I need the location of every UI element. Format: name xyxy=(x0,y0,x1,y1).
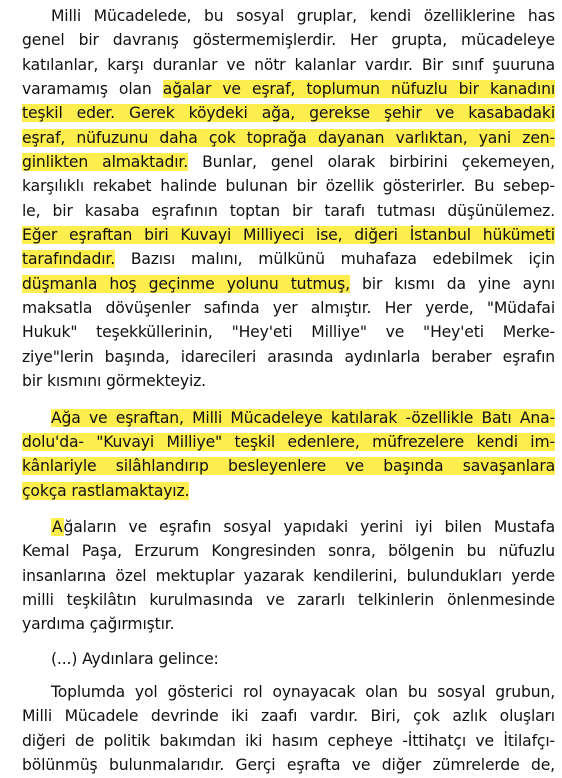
text-line xyxy=(22,173,555,199)
highlighted-text: düşmanla hoş geçinme yolunu tutmuş, xyxy=(22,274,350,293)
text-segment: maksatla dövüşenler safında yer almıştır. Her yerde, "Müdafai xyxy=(22,299,555,318)
text-line xyxy=(22,271,555,297)
text-line xyxy=(51,514,555,540)
text-segment: Kemal Paşa, Erzurum Kongresinden sonra, bölgenin bu nüfuzlu xyxy=(22,542,555,561)
text-line xyxy=(22,344,555,370)
text-segment: Bunlar, genel olarak birbirini çekemeyen, xyxy=(188,153,555,172)
text-line xyxy=(22,752,555,778)
text-line xyxy=(22,728,555,754)
highlighted-text: Eğer eşraftan biri Kuvayi Milliyeci ise, diğeri İstanbul hükümeti xyxy=(22,226,555,245)
text-line xyxy=(22,319,555,345)
text-line xyxy=(22,76,555,102)
text-line xyxy=(22,703,555,729)
text-line xyxy=(22,368,555,394)
text-line xyxy=(51,646,555,672)
highlighted-text: kânlariyle silâhlandırıp besleyenlere ve başında savaşanlara xyxy=(22,457,555,476)
text-line xyxy=(22,478,555,504)
highlighted-text: ağalar ve eşraf, toplumun nüfuzlu bir kanadını xyxy=(162,80,555,99)
text-segment: bölünmüş bulunmalarıdır. Gerçi eşrafta ve diğer zümrelerde de, xyxy=(22,756,555,774)
text-segment: Bazısı malını, mülkünü muhafaza edebilmek için xyxy=(115,250,555,269)
highlighted-text: Ağa ve eşraftan, Milli Mücadeleye katılarak -özellikle Batı Ana- xyxy=(51,408,555,427)
text-segment: bir kısmı da yine aynı xyxy=(349,274,555,293)
text-line xyxy=(51,405,555,431)
text-line xyxy=(22,198,555,224)
text-line xyxy=(22,52,555,78)
highlighted-text: A xyxy=(52,517,63,536)
text-segment: Toplumda yol gösterici rol oynayacak olan bu sosyal grubun, xyxy=(51,682,555,701)
text-segment: milli teşkilâtın kurulmasında ve zararlı telkinlerin önlenmesinde xyxy=(22,590,555,609)
text-segment: insanlarına özel mektuplar yazarak kendilerini, bulundukları yerde xyxy=(22,566,555,585)
text-segment: le, bir kasaba eşrafının toptan bir tarafı tutması düşünülemez. xyxy=(22,201,555,220)
highlighted-text: çokça rastlamaktayız. xyxy=(22,481,190,500)
highlighted-text: teşkil eder. Gerek köydeki ağa, gerekse şehir ve kasabadaki xyxy=(22,104,555,123)
text-segment: ğaların ve eşrafın sosyal yapıdaki yerini iyi bilen Mustafa xyxy=(63,517,555,536)
text-line xyxy=(22,100,555,126)
text-line xyxy=(22,538,555,564)
text-segment: karşılıklı rekabet halinde bulunan bir özellik gösterirler. Bu sebep- xyxy=(22,177,555,196)
text-segment: Hukuk" teşekküllerinin, "Hey'eti Milliye" ve "Hey'eti Merke- xyxy=(22,323,555,342)
text-segment: katılanlar, karşı duranlar ve nötr kalanlar vardır. Bir sınıf şuuruna xyxy=(22,55,555,74)
text-segment: Milli Mücadele devrinde iki zaafı vardır. Biri, çok azlık oluşları xyxy=(22,707,555,726)
text-segment: yardıma çağırmıştır. xyxy=(22,615,175,634)
highlighted-text: dolu'da- "Kuvayi Milliye" teşkil edenlere, müfrezelere kendi im- xyxy=(22,432,555,451)
text-segment: varamamış olan xyxy=(22,80,163,99)
highlighted-text: eşraf, nüfuzunu daha çok toprağa dayanan varlıktan, yani zen- xyxy=(22,128,555,147)
text-line xyxy=(22,563,555,589)
text-segment: diğeri de politik bakımdan iki hasım cepheye -İttihatçı ve İtilafçı- xyxy=(22,731,555,750)
text-segment: (...) Aydınlara gelince: xyxy=(51,649,219,668)
text-line xyxy=(22,246,555,272)
text-segment: ziye"lerin başında, idarecileri arasında aydınlarla beraber eşrafın xyxy=(22,347,555,366)
text-line xyxy=(22,295,555,321)
highlighted-text: tarafındadır. xyxy=(22,250,116,269)
text-line xyxy=(22,222,555,248)
text-segment: Milli Mücadelede, bu sosyal gruplar, kendi özelliklerine has xyxy=(51,7,555,25)
text-line xyxy=(22,149,555,175)
text-line xyxy=(51,3,555,29)
highlighted-text: ginlikten almaktadır. xyxy=(22,153,189,172)
text-segment: bir kısmını görmekteyiz. xyxy=(22,372,206,391)
text-line xyxy=(22,611,555,637)
text-line xyxy=(22,125,555,151)
text-line xyxy=(22,429,555,455)
text-segment: genel bir davranış göstermemişlerdir. Her grupta, mücadeleye xyxy=(22,31,555,50)
text-line xyxy=(22,453,555,479)
text-line xyxy=(51,679,555,705)
text-line xyxy=(22,587,555,613)
text-line xyxy=(22,27,555,53)
